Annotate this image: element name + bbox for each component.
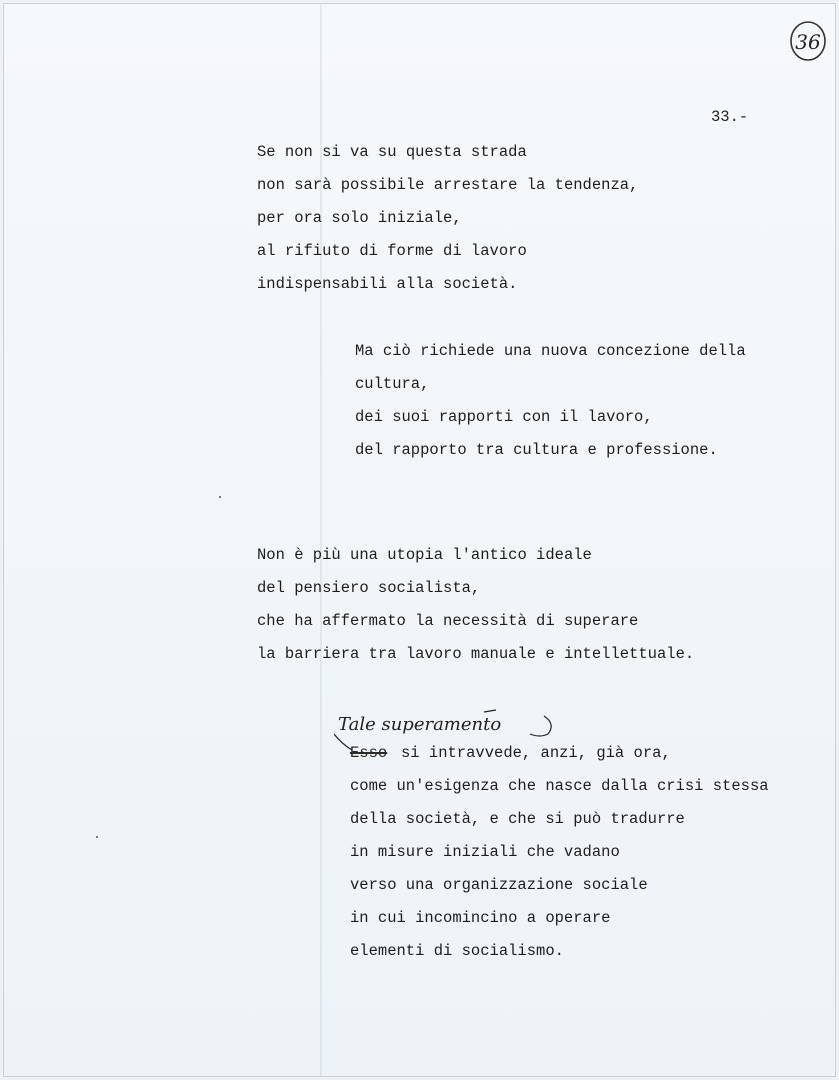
text-line: per ora solo iniziale, (257, 209, 462, 227)
text-line: Ma ciò richiede una nuova concezione della (355, 342, 746, 360)
text-line: del rapporto tra cultura e professione. (355, 441, 718, 459)
stamp-number: 36 (795, 30, 821, 54)
handwritten-text: Tale superamento (338, 714, 502, 735)
page-number: 33.- (711, 108, 749, 126)
text-line: al rifiuto di forme di lavoro (257, 242, 527, 260)
paper-speck (219, 496, 221, 498)
text-line: come un'esigenza che nasce dalla crisi stessa (350, 777, 769, 795)
text-line: in misure iniziali che vadano (350, 843, 620, 861)
archive-stamp (788, 19, 828, 63)
text-line: del pensiero socialista, (257, 579, 481, 597)
text-line: Se non si va su questa strada (257, 143, 527, 161)
text-line: non sarà possibile arrestare la tendenza, (257, 176, 639, 194)
text-line: si intravvede, anzi, già ora, (401, 744, 671, 762)
text-line: indispensabili alla società. (257, 275, 518, 293)
page-fold-mark (320, 4, 322, 1076)
text-line: verso una organizzazione sociale (350, 876, 648, 894)
text-line: dei suoi rapporti con il lavoro, (355, 408, 653, 426)
text-line: la barriera tra lavoro manuale e intellettuale. (257, 645, 695, 663)
text-line: che ha affermato la necessità di superare (257, 612, 639, 630)
text-line: della società, e che si può tradurre (350, 810, 685, 828)
text-line: in cui incomincino a operare (350, 909, 611, 927)
paper-speck (96, 836, 98, 838)
struck-word: Esso (350, 744, 388, 762)
document-page (3, 3, 836, 1077)
text-line: Non è più una utopia l'antico ideale (257, 546, 592, 564)
text-line: cultura, (355, 375, 430, 393)
text-line: elementi di socialismo. (350, 942, 564, 960)
